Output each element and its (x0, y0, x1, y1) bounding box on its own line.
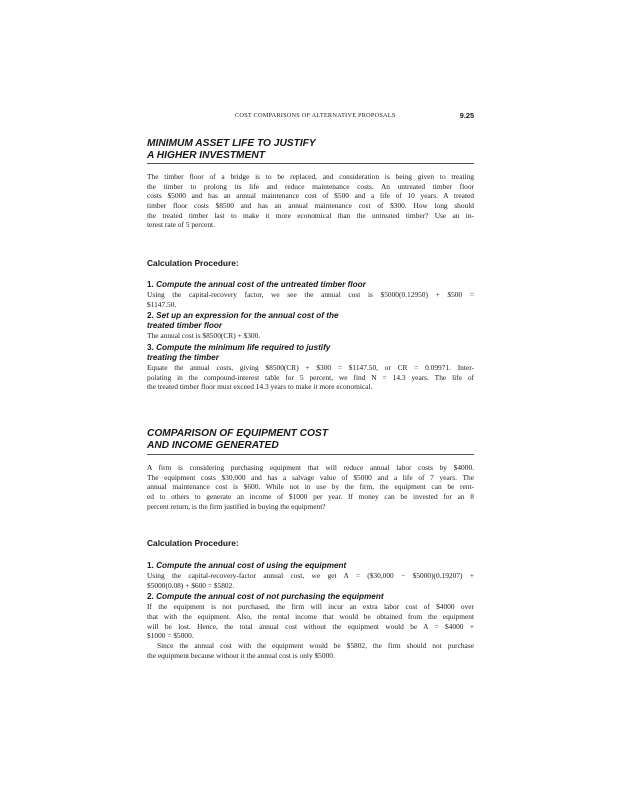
step-body-line: Using the capital-recovery-factor annual cost, we get A = ($30,000 − $5000)(0.19207) + (147, 571, 474, 580)
step-title: treating the timber (147, 353, 219, 363)
step-heading-continued (147, 321, 474, 331)
conclusion-line: Since the annual cost with the equipment would be $5802, the firm should not purchase (157, 641, 474, 651)
problem-line: A firm is considering purchasing equipment that will reduce annual labor costs by $4000. (147, 463, 474, 472)
page-number: 9.25 (459, 111, 474, 120)
section-2-title-rule (147, 454, 474, 455)
step-title: treated timber floor (147, 321, 223, 331)
section-1-title (147, 138, 474, 161)
section-1-title-line: MINIMUM ASSET LIFE TO JUSTIFY (147, 138, 316, 149)
section-2-title-line: AND INCOME GENERATED (147, 439, 279, 451)
section-1-calculation-heading: Calculation Procedure: (147, 258, 239, 268)
step-title: Compute the annual cost of using the equipment (156, 561, 347, 570)
step-heading (147, 280, 474, 290)
step-body-line: $1000 = $5000. (147, 631, 194, 641)
problem-line: percent return, is the firm justified in buying the equipment? (147, 501, 326, 511)
conclusion-line: the equipment because without it the annual cost is only $5000. (147, 650, 335, 660)
step-number: 1. (147, 280, 154, 289)
section-1-title-line: A HIGHER INVESTMENT (147, 149, 265, 161)
problem-line: the timber to prolong its life and reduce maintenance costs. An untreated timber floor (147, 181, 474, 191)
step-title: Compute the minimum life required to justify (156, 343, 331, 353)
step-body-line: $1147.50. (147, 299, 177, 309)
step-number: 3. (147, 343, 154, 353)
step-body-line: Equate the annual costs, giving $8500(CR) + $300 = $1147.50, or CR = 0.09971. Inter- (147, 363, 474, 373)
step-body-line: The annual cost is $8500(CR) + $300. (147, 331, 261, 341)
problem-line: The equipment costs $30,000 and has a salvage value of $5000 and a life of 7 years. The (147, 472, 474, 482)
step-number: 1. (147, 561, 154, 570)
step-title: Set up an expression for the annual cost of the (156, 311, 339, 321)
step-body-line: polating in the compound-interest table for 5 percent, we find N = 14.3 years. The life of (147, 372, 474, 382)
problem-line: terest rate of 5 percent. (147, 220, 215, 230)
section-1-steps (147, 280, 474, 392)
section-2-steps (147, 561, 474, 661)
problem-line: costs $5000 and has an annual maintenance cost of $500 and a life of 10 years. A treated (147, 191, 474, 201)
section-2-calculation-heading: Calculation Procedure: (147, 538, 239, 548)
step-title: Compute the annual cost of the untreated timber floor (156, 280, 366, 289)
section-1-problem (147, 172, 474, 230)
step-number: 2. (147, 311, 154, 321)
step-heading (147, 311, 474, 321)
problem-line: The timber floor of a bridge is to be replaced, and consideration is being given to treating (147, 172, 474, 181)
step-title: Compute the annual cost of not purchasing the equipment (156, 592, 384, 602)
step-heading-continued (147, 353, 474, 363)
step-heading (147, 343, 474, 353)
step-body-line: Using the capital-recovery factor, we see the annual cost is $5000(0.12950) + $500 = (147, 290, 474, 299)
step-body-line: the treated timber floor must exceed 14.3 years to make it more economical. (147, 382, 373, 392)
step-heading (147, 592, 474, 602)
section-2-problem (147, 463, 474, 511)
problem-line: timber floor costs $8500 and has an annual maintenance cost of $300. How long should (147, 201, 474, 211)
section-2-title-line: COMPARISON OF EQUIPMENT COST (147, 428, 328, 439)
step-body-line: $5000(0.08) + $600 = $5802. (147, 580, 235, 590)
step-number: 2. (147, 592, 154, 602)
step-body-line: If the equipment is not purchased, the firm will incur an extra labor cost of $4000 over (147, 602, 474, 612)
section-1-title-rule (147, 163, 474, 164)
section-2-title (147, 428, 474, 451)
step-heading (147, 561, 474, 571)
problem-line: annual maintenance cost is $600. While not in use by the firm, the equipment can be rent- (147, 482, 474, 492)
step-body-line: that with the equipment. Also, the rental income that would be obtained from the equipment (147, 612, 474, 622)
problem-line: ed to others to generate an income of $1000 per year. If money can be invested for an 8 (147, 492, 474, 502)
step-body-line: will be lost. Hence, the total annual cost without the equipment would be A = $4000 + (147, 621, 474, 631)
running-title: COST COMPARISONS OF ALTERNATIVE PROPOSALS (235, 112, 396, 119)
problem-line: the treated timber last to make it more economical than the untreated timber? Use an in- (147, 210, 474, 220)
running-head (147, 112, 474, 124)
